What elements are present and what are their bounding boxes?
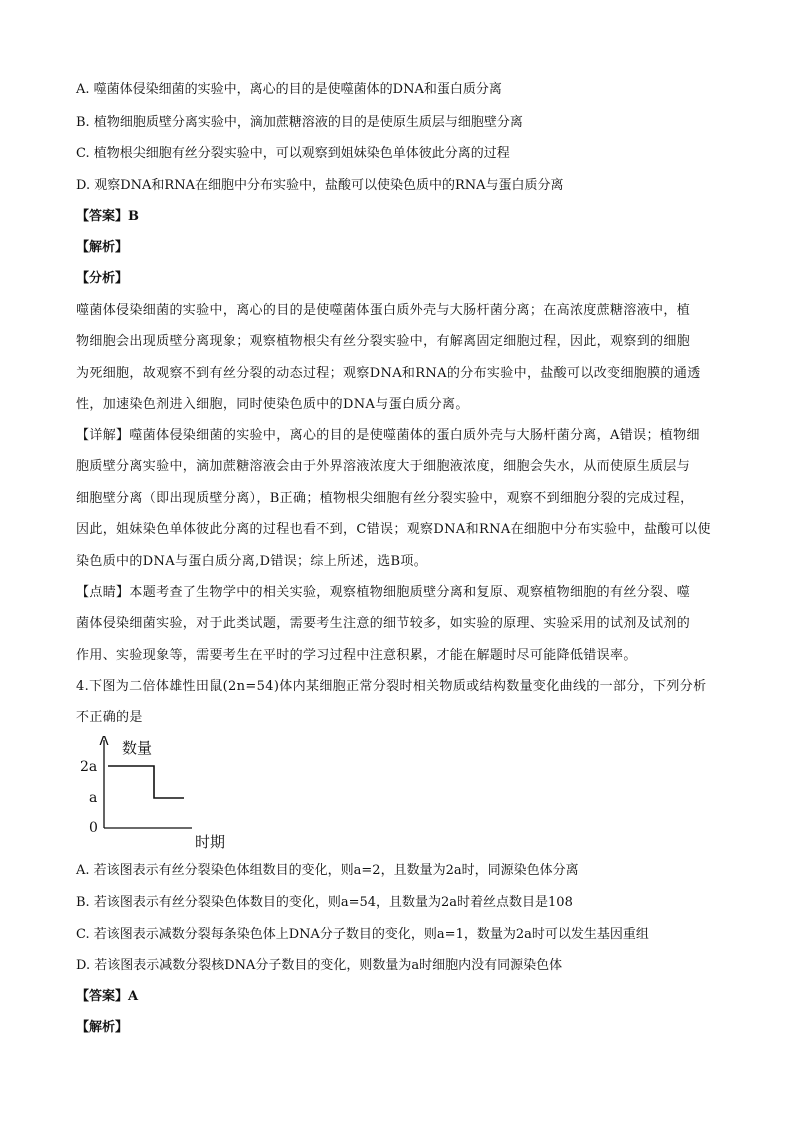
analysis-line: 为死细胞，故观察不到有丝分裂的动态过程；观察DNA和RNA的分布实验中，盐酸可以改变细胞膜的通透 <box>76 365 701 381</box>
q4-option-a: A. 若该图表示有丝分裂染色体组数目的变化，则a=2，且数量为2a时，同源染色体分离 <box>76 863 579 878</box>
detail-line: 细胞壁分离（即出现质壁分离），B正确；植物根尖细胞有丝分裂实验中，观察不到细胞分裂的完成过程， <box>76 490 694 506</box>
q4-jiexi-heading: 【解析】 <box>76 1020 129 1035</box>
q4-option-d: D. 若该图表示减数分裂核DNA分子数目的变化，则数量为a时细胞内没有同源染色体 <box>76 958 563 973</box>
detail-line: 染色质中的DNA与蛋白质分离,D错误；综上所述，选B项。 <box>76 553 428 569</box>
q3-answer: 【答案】B <box>76 209 139 224</box>
q3-fenxi-heading: 【分析】 <box>76 271 129 286</box>
detail-line: 胞质壁分离实验中，滴加蔗糖溶液会由于外界溶液浓度大于细胞液浓度，细胞会失水，从而使原生质层与 <box>76 459 691 475</box>
tick-label-0: 0 <box>89 820 98 836</box>
comment-line: 菌体侵染细菌实验，对于此类试题，需要考生注意的细节较多，如实验的原理、实验采用的试剂及试剂的 <box>76 616 691 632</box>
q4-option-b: B. 若该图表示有丝分裂染色体数目的变化，则a=54，且数量为2a时着丝点数目是108 <box>76 895 573 910</box>
q3-jiexi-heading: 【解析】 <box>76 240 129 255</box>
q4-stem-line: 不正确的是 <box>76 710 143 726</box>
x-axis-label: 时期 <box>195 833 226 851</box>
q4-stem-line: 4.下图为二倍体雄性田鼠(2n=54)体内某细胞正常分裂时相关物质或结构数量变化曲线的一部分，下列分析 <box>76 679 707 694</box>
analysis-line: 性，加速染色剂进入细胞，同时使染色质中的DNA与蛋白质分离。 <box>76 397 469 413</box>
analysis-line: 物细胞会出现质壁分离现象；观察植物根尖有丝分裂实验中，有解离固定细胞过程，因此，观察到的细胞 <box>76 334 691 350</box>
q4-option-c: C. 若该图表示减数分裂每条染色体上DNA分子数目的变化，则a=1，数量为2a时可以发生基因重组 <box>76 927 649 942</box>
analysis-line: 噬菌体侵染细菌的实验中，离心的目的是使噬菌体蛋白质外壳与大肠杆菌分离；在高浓度蔗糖溶液中，植 <box>76 303 691 318</box>
comment-line: 【点睛】本题考查了生物学中的相关实验，观察植物细胞质壁分离和复原、观察植物细胞的有丝分裂、噬 <box>76 585 691 600</box>
q3-comment-paragraph <box>76 577 726 671</box>
q3-option-d: D. 观察DNA和RNA在细胞中分布实验中，盐酸可以使染色质中的RNA与蛋白质分离 <box>76 178 564 193</box>
quantity-step-graph <box>80 736 250 856</box>
step-curve <box>108 766 184 798</box>
detail-line: 因此，姐妹染色单体彼此分离的过程也看不到，C错误；观察DNA和RNA在细胞中分布实验中，盐酸可以使 <box>76 522 711 538</box>
q4-stem <box>76 671 726 734</box>
detail-line: 【详解】噬菌体侵染细菌的实验中，离心的目的是使噬菌体的蛋白质外壳与大肠杆菌分离，A错误；植物细 <box>76 428 700 443</box>
q3-option-b: B. 植物细胞质壁分离实验中，滴加蔗糖溶液的目的是使原生质层与细胞壁分离 <box>76 115 523 130</box>
tick-label-a: a <box>89 790 98 806</box>
q4-answer: 【答案】A <box>76 989 139 1004</box>
q3-option-a: A. 噬菌体侵染细菌的实验中，离心的目的是使噬菌体的DNA和蛋白质分离 <box>76 82 502 97</box>
y-axis-label: 数量 <box>122 739 153 757</box>
tick-label-2a: 2a <box>80 759 98 775</box>
q3-option-c: C. 植物根尖细胞有丝分裂实验中，可以观察到姐妹染色单体彼此分离的过程 <box>76 146 510 161</box>
comment-line: 作用、实验现象等，需要考生在平时的学习过程中注意积累，才能在解题时尽可能降低错误率。 <box>76 647 637 663</box>
q3-detail-paragraph <box>76 420 726 577</box>
q3-analysis-paragraph <box>76 295 726 421</box>
